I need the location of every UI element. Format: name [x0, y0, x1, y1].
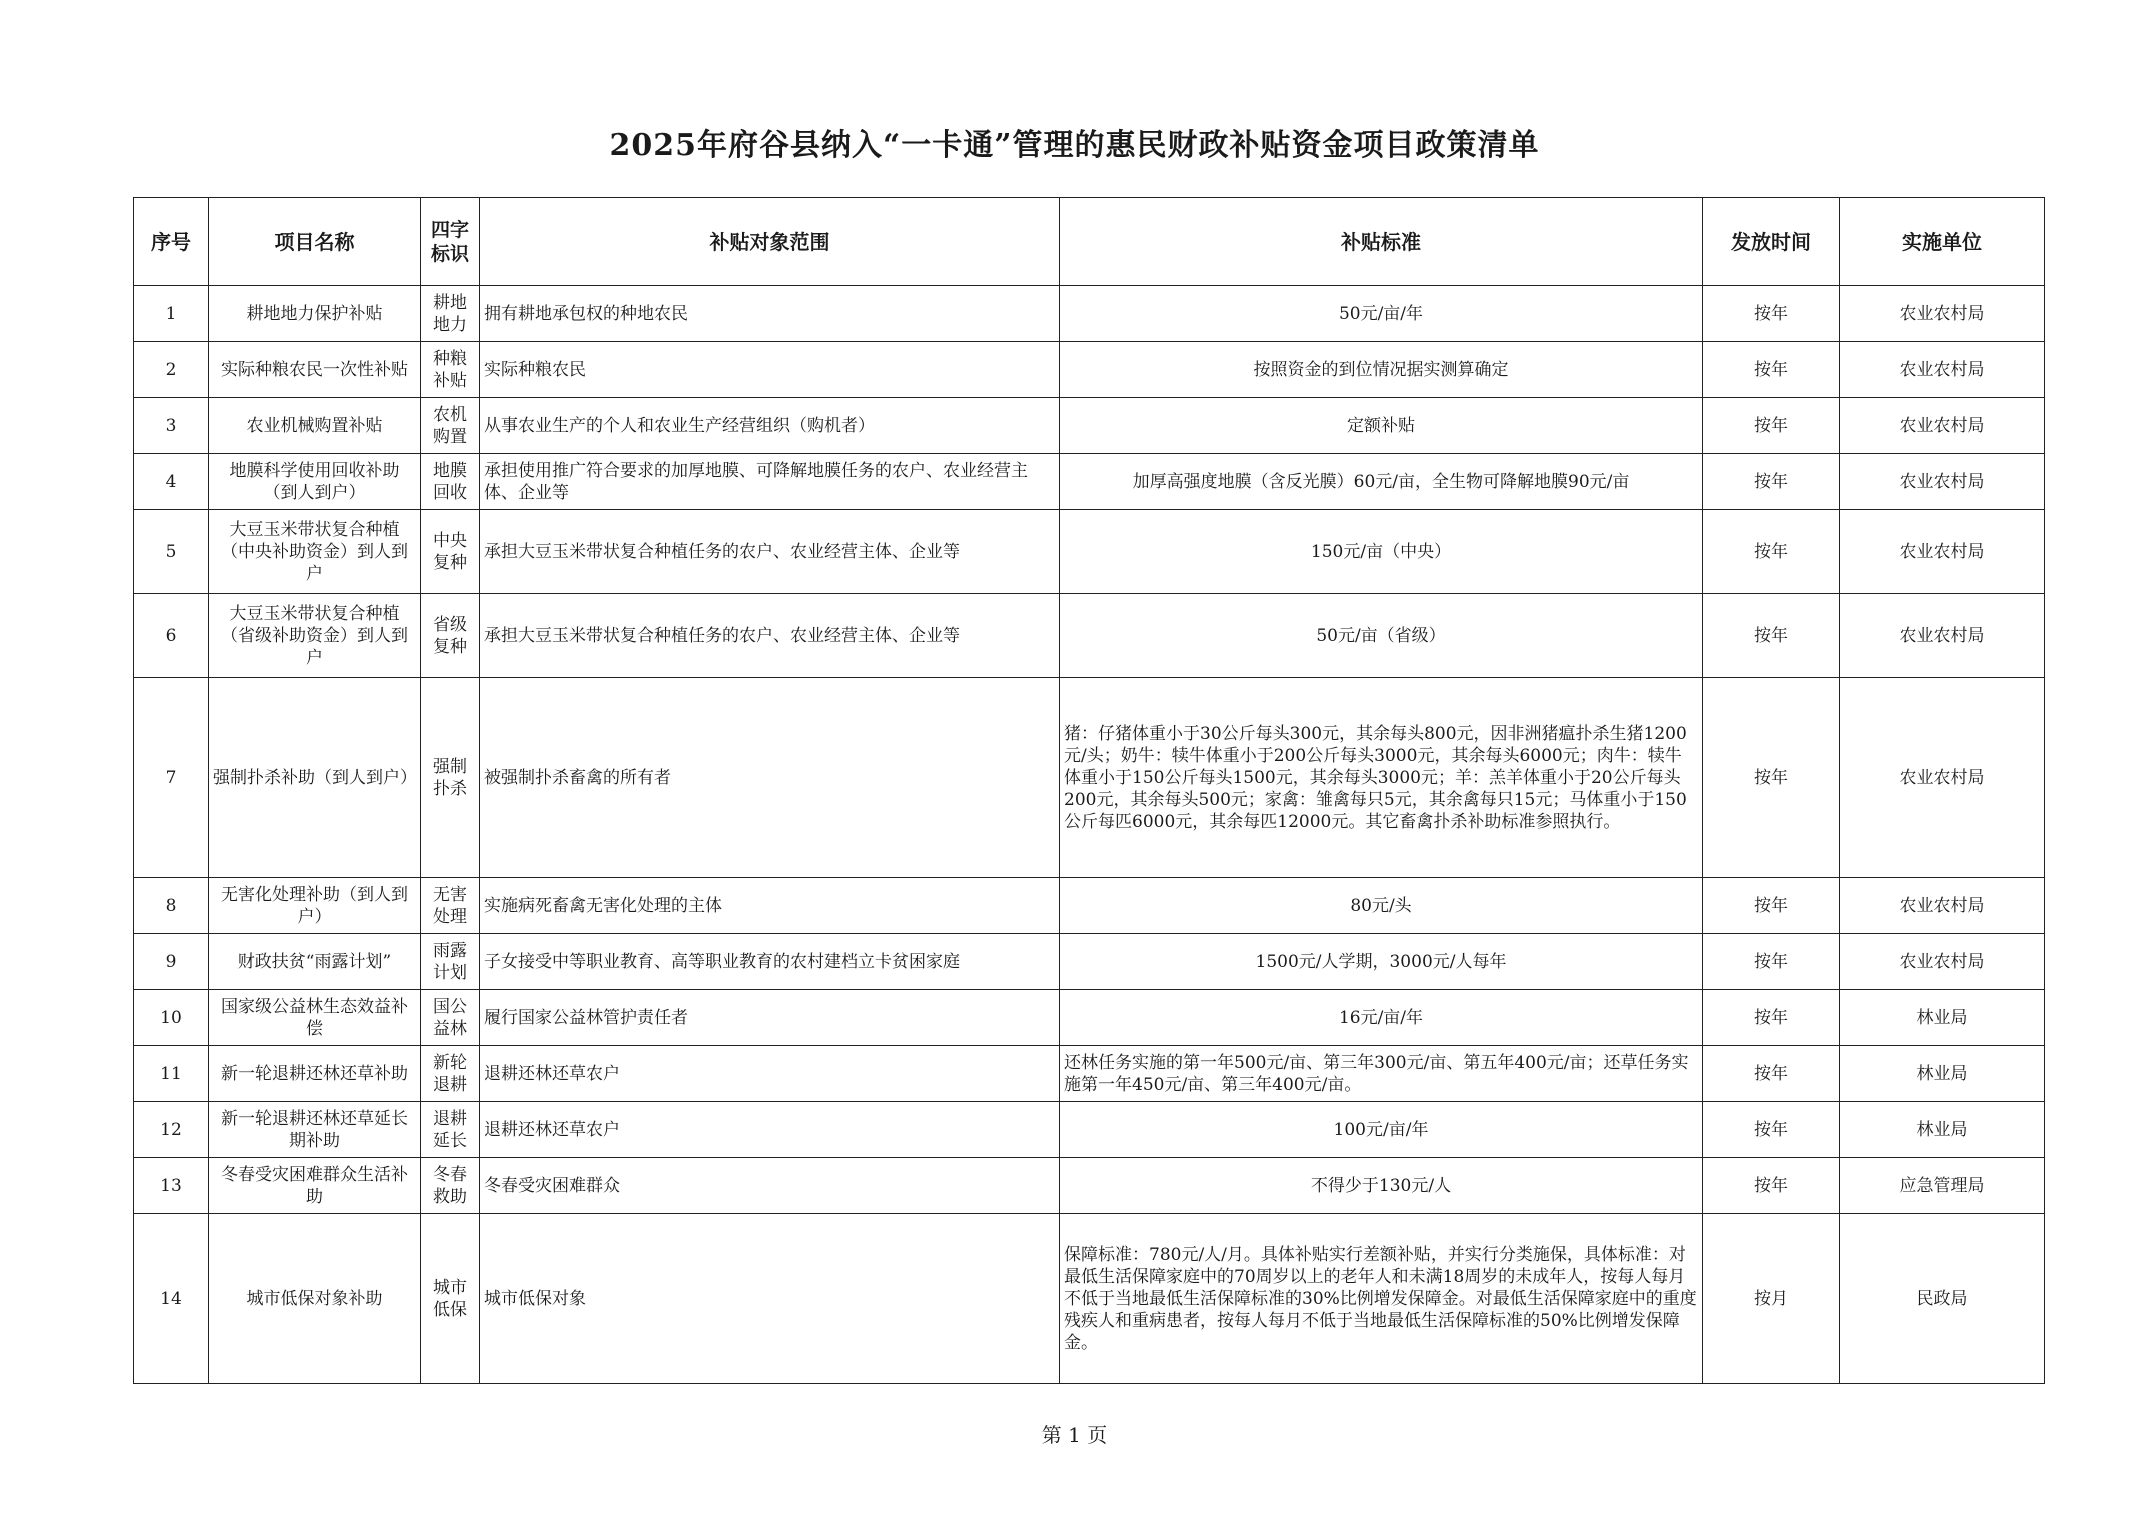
row-abbr-line1: 冬春	[433, 1164, 467, 1185]
row-abbr-line2: 补贴	[433, 370, 467, 391]
row-time: 按年	[1703, 510, 1840, 594]
row-abbr-line1: 雨露	[433, 940, 467, 961]
row-unit: 农业农村局	[1840, 286, 2045, 342]
row-time: 按年	[1703, 454, 1840, 510]
row-standard: 50元/亩/年	[1060, 286, 1703, 342]
row-time: 按月	[1703, 1214, 1840, 1384]
row-abbr	[421, 1046, 480, 1102]
row-scope: 冬春受灾困难群众	[480, 1158, 1060, 1214]
row-no: 8	[134, 878, 209, 934]
row-abbr-line2: 复种	[433, 636, 467, 657]
row-unit: 农业农村局	[1840, 678, 2045, 878]
row-unit: 农业农村局	[1840, 594, 2045, 678]
table-row	[134, 454, 2045, 510]
row-time: 按年	[1703, 1158, 1840, 1214]
row-abbr-line2: 扑杀	[433, 778, 467, 799]
row-scope: 实际种粮农民	[480, 342, 1060, 398]
row-scope: 退耕还林还草农户	[480, 1046, 1060, 1102]
row-standard: 50元/亩（省级）	[1060, 594, 1703, 678]
table-row	[134, 286, 2045, 342]
row-abbr-line1: 无害	[433, 884, 467, 905]
row-abbr-line1: 中央	[433, 530, 467, 551]
table-row	[134, 1214, 2045, 1384]
row-project-name: 国家级公益林生态效益补偿	[209, 990, 421, 1046]
row-standard: 定额补贴	[1060, 398, 1703, 454]
row-standard: 1500元/人学期，3000元/人每年	[1060, 934, 1703, 990]
row-time: 按年	[1703, 342, 1840, 398]
row-scope: 承担大豆玉米带状复合种植任务的农户、农业经营主体、企业等	[480, 510, 1060, 594]
row-standard: 100元/亩/年	[1060, 1102, 1703, 1158]
header-abbr-line2: 标识	[430, 242, 469, 265]
row-no: 10	[134, 990, 209, 1046]
row-unit: 农业农村局	[1840, 398, 2045, 454]
row-abbr-line2: 计划	[433, 962, 467, 983]
row-unit: 应急管理局	[1840, 1158, 2045, 1214]
row-standard: 按照资金的到位情况据实测算确定	[1060, 342, 1703, 398]
table-row	[134, 678, 2045, 878]
row-project-name: 冬春受灾困难群众生活补助	[209, 1158, 421, 1214]
row-abbr	[421, 398, 480, 454]
row-abbr-line1: 省级	[433, 614, 467, 635]
row-unit: 林业局	[1840, 1102, 2045, 1158]
row-scope: 承担使用推广符合要求的加厚地膜、可降解地膜任务的农户、农业经营主体、企业等	[480, 454, 1060, 510]
row-no: 4	[134, 454, 209, 510]
table-row	[134, 510, 2045, 594]
row-standard: 猪：仔猪体重小于30公斤每头300元，其余每头800元，因非洲猪瘟扑杀生猪1200元/头；奶牛：犊牛体重小于200公斤每头3000元，其余每头6000元；肉牛：犊牛体重小于150公斤每头1500元，其余每头3000元；羊：羔羊体重小于20公斤每头200元，其余每头500元；家禽：雏禽每只5元，其余禽每只15元；马体重小于150公斤每匹6000元，其余每匹12000元。其它畜禽扑杀补助标准参照执行。	[1060, 678, 1703, 878]
row-project-name: 城市低保对象补助	[209, 1214, 421, 1384]
row-abbr-line1: 强制	[433, 756, 467, 777]
table-row	[134, 1102, 2045, 1158]
row-time: 按年	[1703, 398, 1840, 454]
row-abbr	[421, 454, 480, 510]
row-abbr-line1: 新轮	[433, 1052, 467, 1073]
row-abbr-line2: 复种	[433, 552, 467, 573]
row-no: 1	[134, 286, 209, 342]
row-time: 按年	[1703, 878, 1840, 934]
header-unit: 实施单位	[1840, 198, 2045, 286]
table-header-row	[134, 198, 2045, 286]
row-no: 2	[134, 342, 209, 398]
row-standard: 还林任务实施的第一年500元/亩、第三年300元/亩、第五年400元/亩；还草任务实施第一年450元/亩、第三年400元/亩。	[1060, 1046, 1703, 1102]
table-row	[134, 1158, 2045, 1214]
row-abbr-line2: 救助	[433, 1186, 467, 1207]
row-abbr-line1: 种粮	[433, 348, 467, 369]
row-project-name: 耕地地力保护补贴	[209, 286, 421, 342]
row-abbr	[421, 1214, 480, 1384]
row-abbr	[421, 990, 480, 1046]
row-abbr	[421, 878, 480, 934]
row-abbr-line2: 购置	[433, 426, 467, 447]
row-project-name: 大豆玉米带状复合种植（中央补助资金）到人到户	[209, 510, 421, 594]
row-no: 13	[134, 1158, 209, 1214]
row-abbr-line1: 国公	[433, 996, 467, 1017]
row-project-name: 强制扑杀补助（到人到户）	[209, 678, 421, 878]
row-project-name: 新一轮退耕还林还草补助	[209, 1046, 421, 1102]
row-scope: 被强制扑杀畜禽的所有者	[480, 678, 1060, 878]
row-abbr-line2: 益林	[433, 1018, 467, 1039]
row-abbr-line1: 退耕	[433, 1108, 467, 1129]
row-abbr	[421, 342, 480, 398]
row-unit: 农业农村局	[1840, 454, 2045, 510]
row-abbr-line1: 耕地	[433, 292, 467, 313]
row-abbr-line2: 延长	[433, 1130, 467, 1151]
row-abbr	[421, 1102, 480, 1158]
row-time: 按年	[1703, 678, 1840, 878]
row-abbr-line2: 回收	[433, 482, 467, 503]
row-scope: 城市低保对象	[480, 1214, 1060, 1384]
header-abbr	[421, 198, 480, 286]
header-time: 发放时间	[1703, 198, 1840, 286]
row-time: 按年	[1703, 1046, 1840, 1102]
row-project-name: 实际种粮农民一次性补贴	[209, 342, 421, 398]
row-unit: 民政局	[1840, 1214, 2045, 1384]
row-abbr-line2: 低保	[433, 1299, 467, 1320]
row-abbr-line1: 城市	[433, 1277, 467, 1298]
row-scope: 从事农业生产的个人和农业生产经营组织（购机者）	[480, 398, 1060, 454]
row-abbr-line1: 农机	[433, 404, 467, 425]
row-project-name: 无害化处理补助（到人到户）	[209, 878, 421, 934]
row-abbr	[421, 510, 480, 594]
row-project-name: 农业机械购置补贴	[209, 398, 421, 454]
row-abbr-line2: 处理	[433, 906, 467, 927]
row-no: 9	[134, 934, 209, 990]
table-row	[134, 398, 2045, 454]
row-unit: 农业农村局	[1840, 342, 2045, 398]
row-unit: 农业农村局	[1840, 510, 2045, 594]
row-no: 14	[134, 1214, 209, 1384]
row-time: 按年	[1703, 934, 1840, 990]
row-standard: 150元/亩（中央）	[1060, 510, 1703, 594]
row-time: 按年	[1703, 1102, 1840, 1158]
row-abbr	[421, 678, 480, 878]
row-unit: 林业局	[1840, 990, 2045, 1046]
header-scope: 补贴对象范围	[480, 198, 1060, 286]
row-abbr	[421, 594, 480, 678]
row-no: 5	[134, 510, 209, 594]
row-scope: 承担大豆玉米带状复合种植任务的农户、农业经营主体、企业等	[480, 594, 1060, 678]
table-row	[134, 934, 2045, 990]
table-row	[134, 990, 2045, 1046]
row-abbr	[421, 1158, 480, 1214]
table-body	[134, 286, 2045, 1384]
row-scope: 退耕还林还草农户	[480, 1102, 1060, 1158]
row-no: 7	[134, 678, 209, 878]
document-title: 2025年府谷县纳入“一卡通”管理的惠民财政补贴资金项目政策清单	[609, 128, 1540, 163]
table-row	[134, 342, 2045, 398]
row-time: 按年	[1703, 286, 1840, 342]
row-scope: 实施病死畜禽无害化处理的主体	[480, 878, 1060, 934]
table-row	[134, 1046, 2045, 1102]
row-time: 按年	[1703, 594, 1840, 678]
row-time: 按年	[1703, 990, 1840, 1046]
header-name: 项目名称	[209, 198, 421, 286]
header-no: 序号	[134, 198, 209, 286]
row-no: 3	[134, 398, 209, 454]
row-project-name: 财政扶贫“雨露计划”	[209, 934, 421, 990]
table-row	[134, 594, 2045, 678]
row-project-name: 大豆玉米带状复合种植（省级补助资金）到人到户	[209, 594, 421, 678]
row-project-name: 地膜科学使用回收补助（到人到户）	[209, 454, 421, 510]
row-abbr	[421, 934, 480, 990]
row-unit: 农业农村局	[1840, 934, 2045, 990]
row-no: 11	[134, 1046, 209, 1102]
table-row	[134, 878, 2045, 934]
header-abbr-line1: 四字	[430, 218, 469, 241]
row-no: 12	[134, 1102, 209, 1158]
row-standard: 80元/头	[1060, 878, 1703, 934]
page-number: 第 1 页	[1041, 1423, 1108, 1447]
header-standard: 补贴标准	[1060, 198, 1703, 286]
row-abbr-line2: 退耕	[433, 1074, 467, 1095]
row-abbr-line2: 地力	[433, 314, 467, 335]
row-abbr-line1: 地膜	[433, 460, 467, 481]
row-standard: 不得少于130元/人	[1060, 1158, 1703, 1214]
row-standard: 16元/亩/年	[1060, 990, 1703, 1046]
row-scope: 子女接受中等职业教育、高等职业教育的农村建档立卡贫困家庭	[480, 934, 1060, 990]
row-abbr	[421, 286, 480, 342]
row-standard: 加厚高强度地膜（含反光膜）60元/亩，全生物可降解地膜90元/亩	[1060, 454, 1703, 510]
row-standard: 保障标准：780元/人/月。具体补贴实行差额补贴，并实行分类施保，具体标准：对最低生活保障家庭中的70周岁以上的老年人和未满18周岁的未成年人，按每人每月不低于当地最低生活保障标准的30%比例增发保障金。对最低生活保障家庭中的重度残疾人和重病患者，按每人每月不低于当地最低生活保障标准的50%比例增发保障金。	[1060, 1214, 1703, 1384]
row-project-name: 新一轮退耕还林还草延长期补助	[209, 1102, 421, 1158]
row-scope: 拥有耕地承包权的种地农民	[480, 286, 1060, 342]
policy-table	[133, 197, 2045, 1384]
row-unit: 林业局	[1840, 1046, 2045, 1102]
row-unit: 农业农村局	[1840, 878, 2045, 934]
row-scope: 履行国家公益林管护责任者	[480, 990, 1060, 1046]
row-no: 6	[134, 594, 209, 678]
